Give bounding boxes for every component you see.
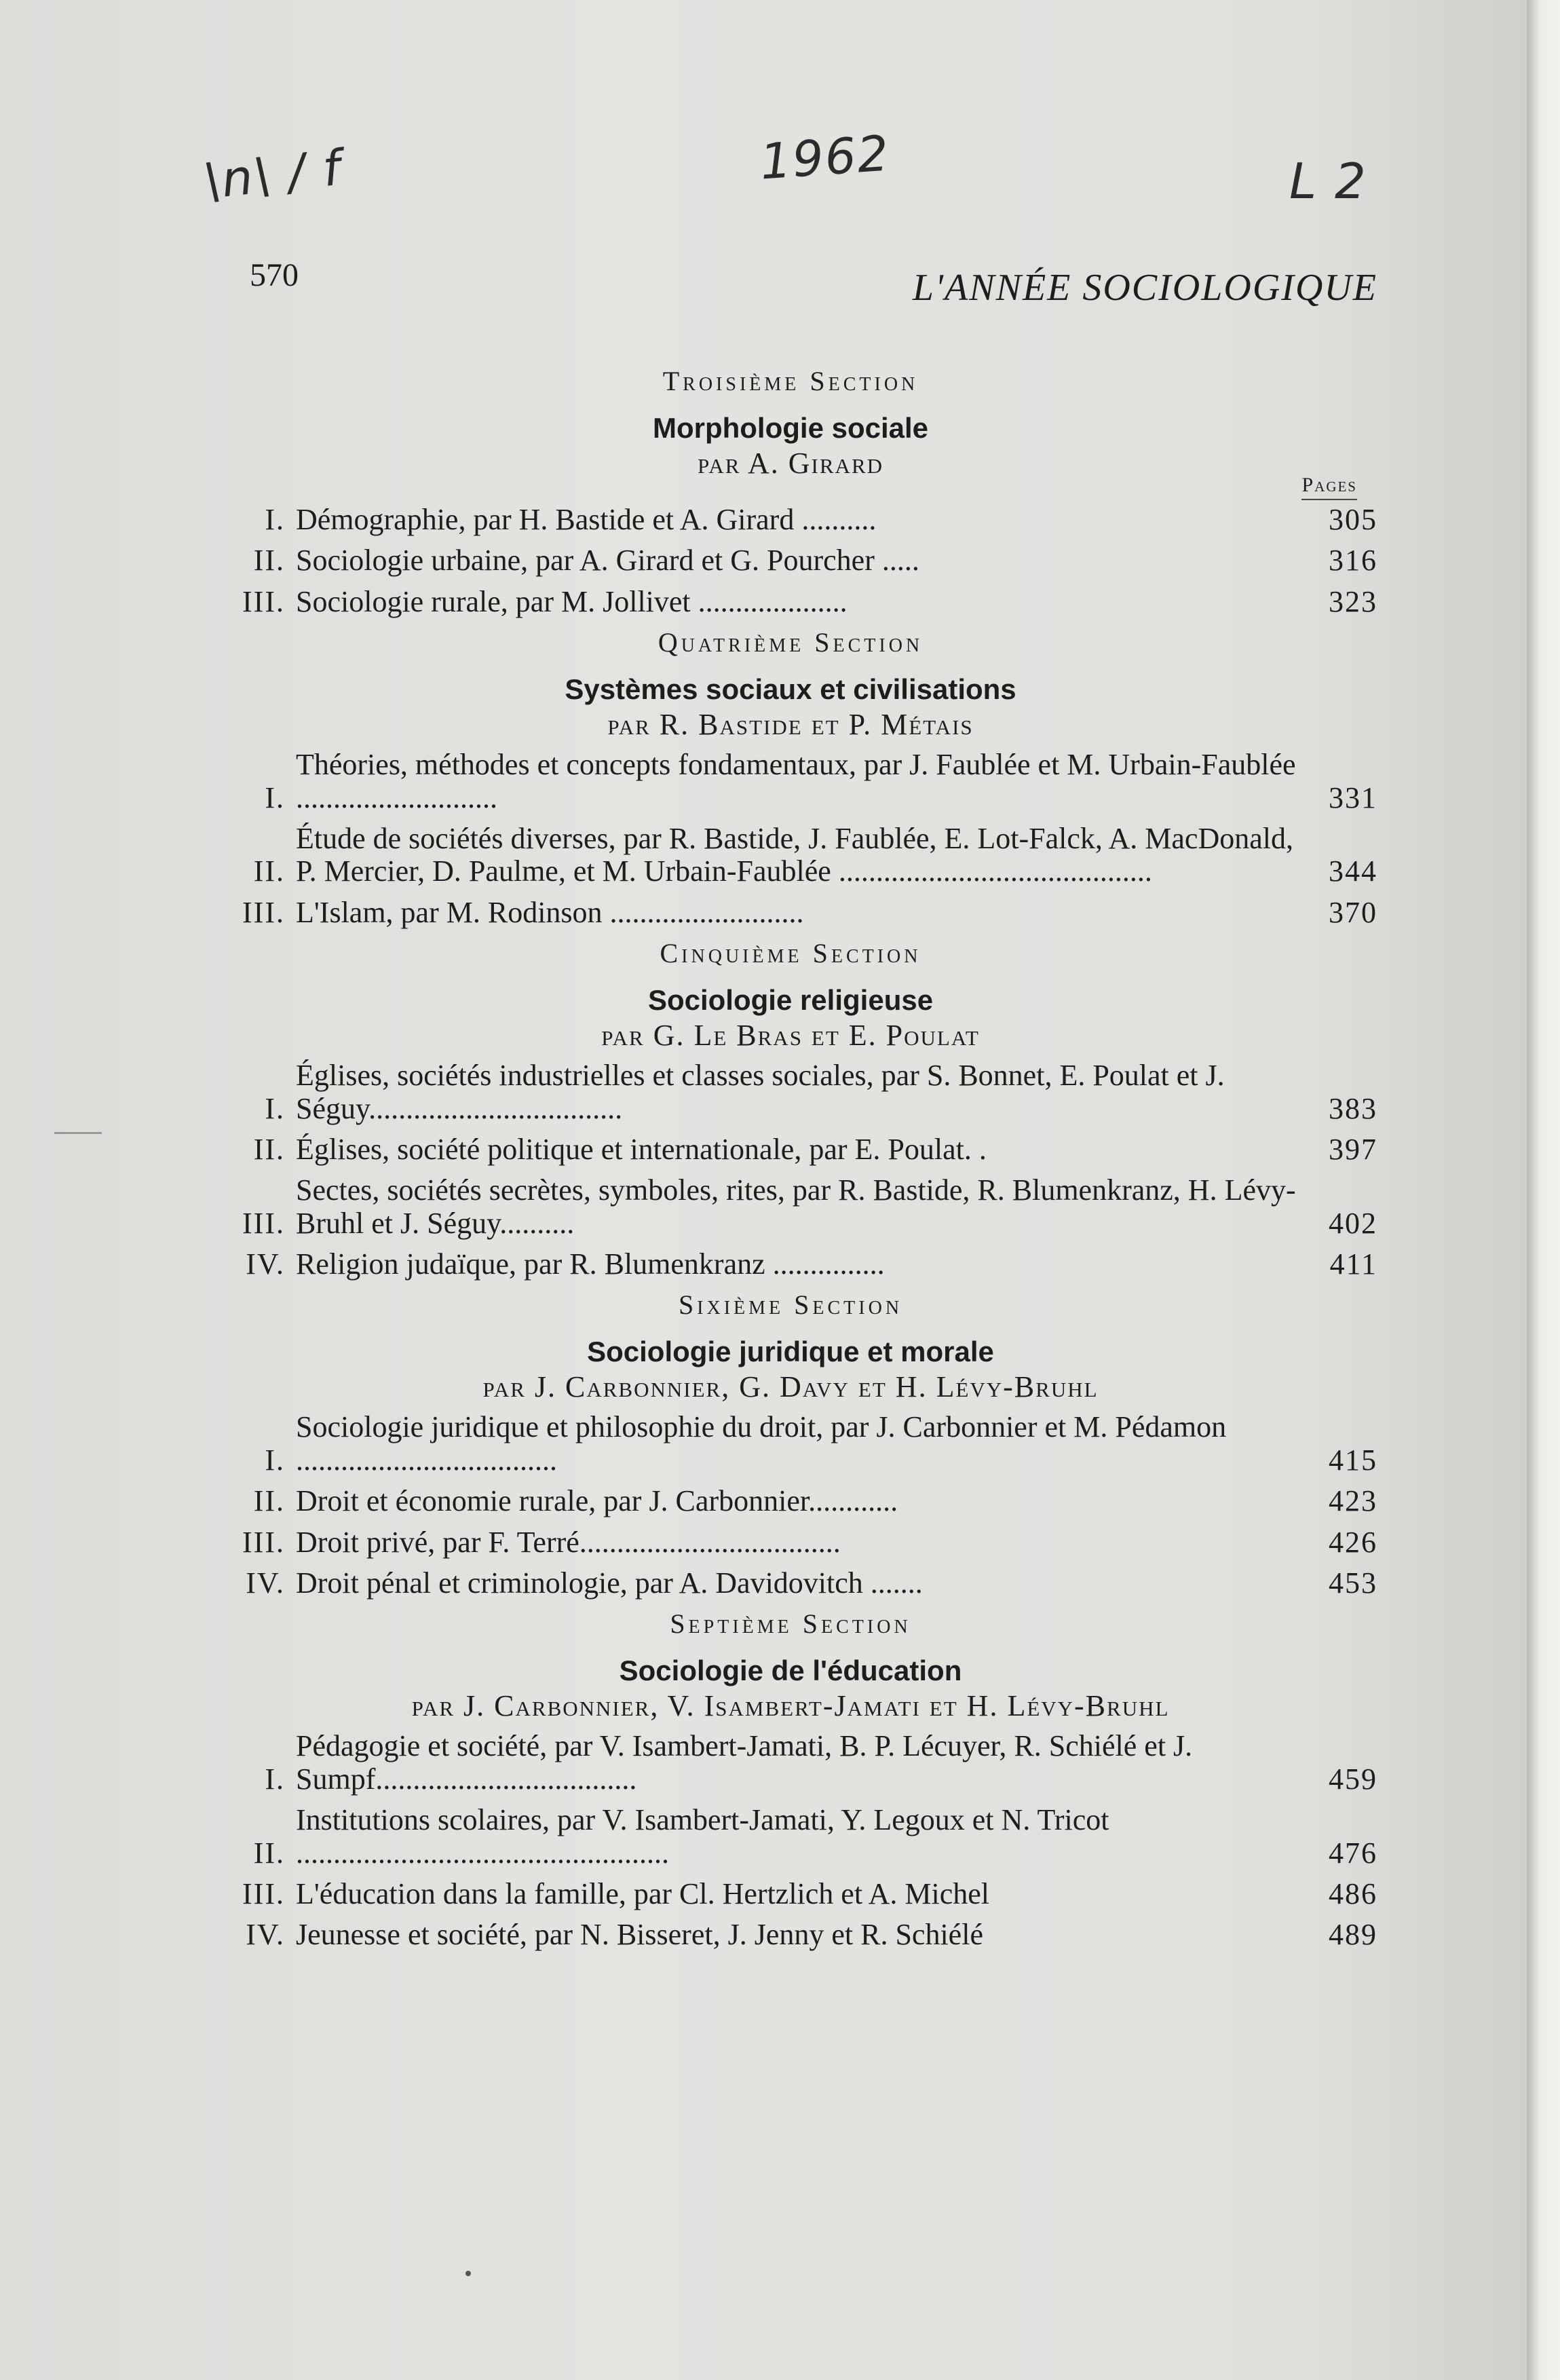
entry-numeral: IV.	[246, 1918, 285, 1952]
entry-page: 489	[1329, 1918, 1377, 1952]
entry-numeral: I.	[265, 1762, 285, 1796]
section-title: Morphologie sociale	[652, 412, 929, 444]
entry-title: Étude de sociétés diverses, par R. Bastide, J. Faublée, E. Lot-Falck, A. MacDonald, P. Mercier, D. Paulme, et M. Urbain-Faublée ..........................................	[296, 821, 1293, 888]
handwritten-year: 1962	[758, 124, 892, 191]
toc-entry	[204, 1059, 1377, 1125]
section-authors: par A. Girard	[697, 447, 884, 480]
entry-numeral: II.	[253, 544, 285, 578]
entry-numeral: I.	[265, 1091, 285, 1125]
entry-title: L'Islam, par M. Rodinson ..........................	[296, 895, 804, 929]
entry-title: Théories, méthodes et concepts fondamentaux, par J. Faublée et M. Urbain-Faublée ...........................	[296, 748, 1296, 814]
toc-entry	[204, 1248, 1377, 1281]
section-label: Troisième Section	[662, 366, 919, 396]
section-label: Septième Section	[670, 1608, 911, 1640]
toc-section	[204, 365, 1377, 618]
section-label: Sixième Section	[678, 1289, 903, 1321]
page-edge	[1527, 0, 1560, 2380]
entry-numeral: III.	[242, 895, 285, 929]
entry-numeral: IV.	[246, 1247, 285, 1281]
entry-page: 423	[1329, 1484, 1377, 1518]
entry-page: 344	[1329, 854, 1377, 888]
section-authors: par G. Le Bras et E. Poulat	[601, 1019, 980, 1053]
entry-title: Jeunesse et société, par N. Bisseret, J. Jenny et R. Schiélé	[296, 1918, 983, 1952]
entry-page: 486	[1329, 1876, 1377, 1910]
entry-page: 323	[1329, 584, 1377, 618]
section-title: Systèmes sociaux et civilisations	[565, 673, 1016, 706]
entry-page: 331	[1329, 780, 1377, 814]
entry-numeral: I.	[265, 780, 285, 814]
entry-title: Droit privé, par F. Terré...................................	[296, 1525, 841, 1559]
entry-title: Démographie, par H. Bastide et A. Girard ..........	[296, 503, 877, 536]
entry-page: 415	[1329, 1443, 1377, 1477]
section-title: Sociologie de l'éducation	[619, 1655, 962, 1687]
entry-title: Droit et économie rurale, par J. Carbonnier............	[296, 1484, 898, 1518]
section-title: Sociologie religieuse	[647, 984, 934, 1017]
section-label: Cinquième Section	[660, 938, 921, 969]
toc-entry	[204, 1411, 1377, 1477]
entry-title: Sectes, sociétés secrètes, symboles, rites, par R. Bastide, R. Blumenkranz, H. Lévy-Bruhl et J. Séguy..........	[296, 1173, 1296, 1240]
handwritten-mark-right: L 2	[1289, 153, 1367, 210]
toc-entry	[204, 1133, 1377, 1166]
entry-page: 316	[1329, 544, 1377, 578]
toc-entry	[204, 1730, 1377, 1796]
entry-numeral: III.	[242, 1206, 285, 1240]
section-title: Sociologie juridique et morale	[587, 1336, 994, 1368]
toc-entry	[204, 504, 1377, 536]
section-authors: par R. Bastide et P. Métais	[607, 708, 974, 742]
section-label: Quatrième Section	[658, 627, 924, 658]
entry-title: Pédagogie et société, par V. Isambert-Jamati, B. P. Lécuyer, R. Schiélé et J. Sumpf...................................	[296, 1729, 1193, 1796]
entry-numeral: II.	[253, 854, 285, 888]
entry-numeral: I.	[265, 1443, 285, 1477]
toc-section	[204, 626, 1377, 929]
entry-page: 383	[1329, 1091, 1377, 1125]
table-of-contents	[204, 365, 1377, 1960]
entry-page: 426	[1329, 1525, 1377, 1559]
entry-title: Institutions scolaires, par V. Isambert-Jamati, Y. Legoux et N. Tricot ..................................................	[296, 1803, 1109, 1870]
toc-entry	[204, 544, 1377, 577]
entry-title: Sociologie juridique et philosophie du droit, par J. Carbonnier et M. Pédamon ...................................	[296, 1410, 1227, 1477]
toc-entry	[204, 823, 1377, 888]
entry-numeral: II.	[253, 1484, 285, 1518]
entry-numeral: II.	[253, 1132, 285, 1166]
handwritten-mark-left: \n\ / f	[201, 138, 345, 210]
toc-entry	[204, 749, 1377, 814]
margin-mark	[54, 1132, 102, 1134]
toc-entry	[204, 1485, 1377, 1517]
toc-entry	[204, 1804, 1377, 1870]
section-authors: par J. Carbonnier, G. Davy et H. Lévy-Bruhl	[482, 1370, 1099, 1404]
toc-entry	[204, 586, 1377, 618]
entry-page: 397	[1329, 1132, 1377, 1166]
entry-title: Sociologie rurale, par M. Jollivet ....................	[296, 584, 848, 618]
entry-title: Droit pénal et criminologie, par A. Davidovitch .......	[296, 1566, 923, 1600]
entry-page: 370	[1329, 895, 1377, 929]
entry-title: L'éducation dans la famille, par Cl. Hertzlich et A. Michel	[296, 1876, 990, 1910]
toc-entry	[204, 1567, 1377, 1600]
toc-entry	[204, 1878, 1377, 1910]
entry-title: Églises, sociétés industrielles et classes sociales, par S. Bonnet, E. Poulat et J. Séguy..................................	[296, 1059, 1225, 1125]
entry-title: Églises, société politique et internationale, par E. Poulat. .	[296, 1132, 987, 1166]
ink-speck	[465, 2271, 471, 2276]
toc-section	[204, 1608, 1377, 1951]
entry-title: Sociologie urbaine, par A. Girard et G. Pourcher .....	[296, 544, 919, 578]
entry-numeral: III.	[242, 1876, 285, 1910]
running-title: L'ANNÉE SOCIOLOGIQUE	[912, 267, 1377, 309]
entry-numeral: III.	[242, 1525, 285, 1559]
toc-section	[204, 1289, 1377, 1600]
pages-column-label: Pages	[1301, 474, 1357, 500]
section-authors: par J. Carbonnier, V. Isambert-Jamati et H. Lévy-Bruhl	[411, 1689, 1170, 1723]
toc-entry	[204, 1526, 1377, 1559]
page-number: 570	[250, 257, 299, 293]
entry-numeral: IV.	[246, 1566, 285, 1600]
entry-page: 459	[1329, 1762, 1377, 1796]
entry-numeral: II.	[253, 1836, 285, 1870]
toc-entry	[204, 1174, 1377, 1240]
entry-numeral: I.	[265, 503, 285, 536]
toc-entry	[204, 1919, 1377, 1951]
entry-page: 453	[1329, 1566, 1377, 1600]
toc-section	[204, 937, 1377, 1281]
entry-page: 402	[1329, 1206, 1377, 1240]
entry-page: 305	[1329, 503, 1377, 536]
entry-title: Religion judaïque, par R. Blumenkranz ...............	[296, 1247, 885, 1281]
entry-numeral: III.	[242, 584, 285, 618]
entry-page: 411	[1329, 1247, 1377, 1281]
entry-page: 476	[1329, 1836, 1377, 1870]
toc-entry	[204, 896, 1377, 929]
